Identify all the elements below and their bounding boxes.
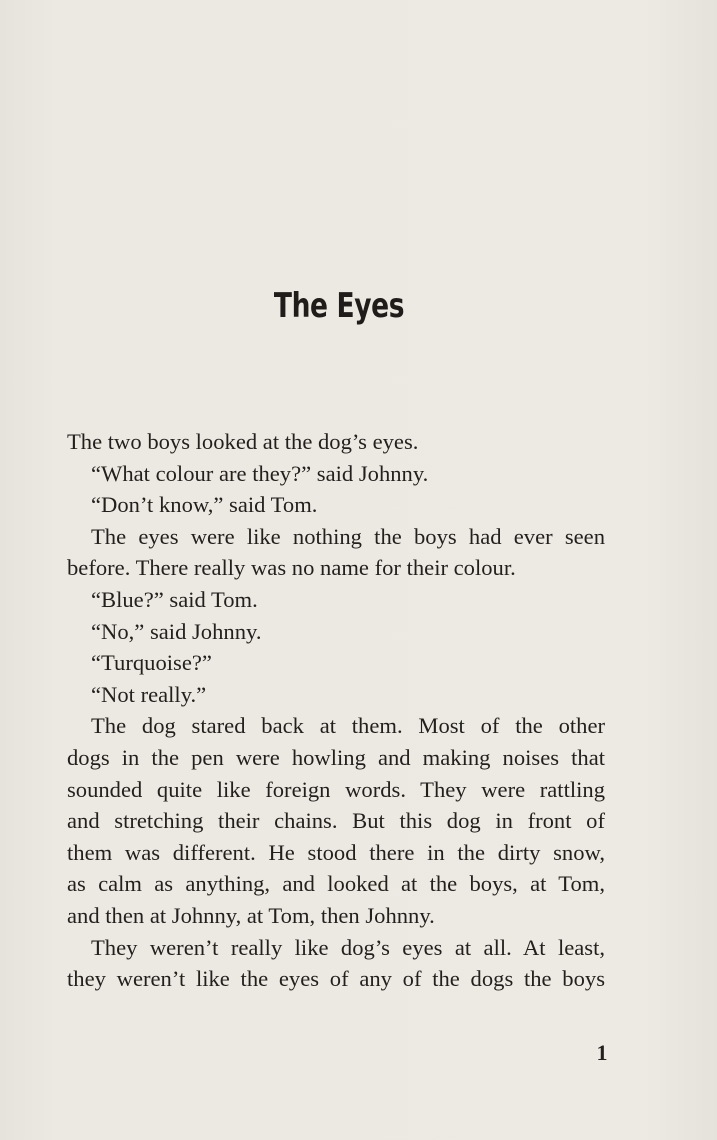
- text-line: “Not really.”: [91, 681, 207, 707]
- text-line: The dog stared back at them. Most of the other: [91, 713, 605, 739]
- text-line: The two boys looked at the dog’s eyes.: [67, 429, 419, 454]
- text-line: them was different. He stood there in the dirty snow,: [67, 839, 605, 865]
- text-line: “What colour are they?” said Johnny.: [91, 460, 429, 486]
- text-line: “Turquoise?”: [91, 650, 212, 676]
- chapter-body-text: [67, 426, 605, 995]
- text-line: The eyes were like nothing the boys had ever seen: [91, 523, 605, 549]
- text-line: “No,” said Johnny.: [91, 618, 262, 644]
- text-line: dogs in the pen were howling and making noises that: [67, 744, 605, 770]
- text-line: “Blue?” said Tom.: [91, 586, 258, 612]
- text-line: they weren’t like the eyes of any of the dogs the boys: [67, 966, 605, 992]
- text-line: before. There really was no name for their colour.: [67, 555, 516, 581]
- chapter-title: The Eyes: [273, 286, 405, 326]
- page-number: 1: [596, 1040, 608, 1065]
- text-line: and then at Johnny, at Tom, then Johnny.: [67, 902, 435, 928]
- text-line: sounded quite like foreign words. They were rattling: [67, 776, 605, 802]
- text-line: “Don’t know,” said Tom.: [91, 492, 318, 518]
- text-line: and stretching their chains. But this dog in front of: [67, 808, 605, 834]
- text-line: They weren’t really like dog’s eyes at all. At least,: [91, 934, 605, 960]
- text-line: as calm as anything, and looked at the boys, at Tom,: [67, 871, 605, 897]
